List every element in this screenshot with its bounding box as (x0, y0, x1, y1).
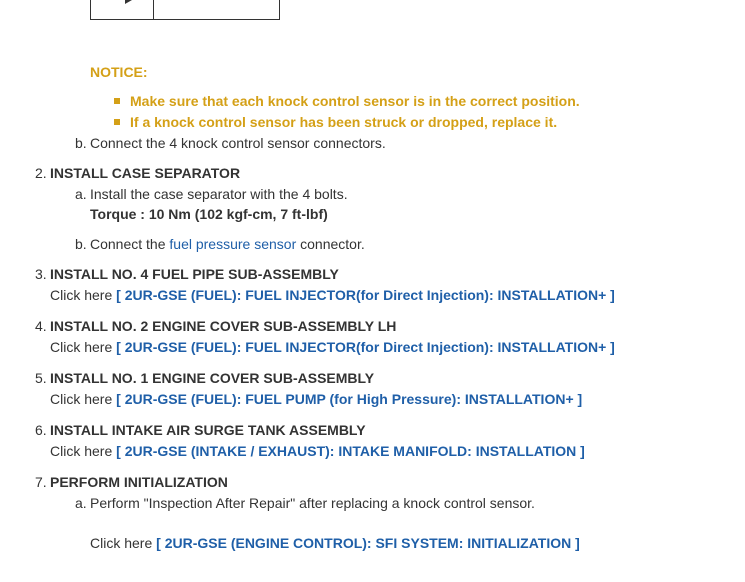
click-here-line (50, 339, 615, 355)
sub-step-marker: a. (75, 495, 87, 511)
notice-item: If a knock control sensor has been struck or dropped, replace it. (130, 114, 558, 130)
step-number: 4. (35, 318, 47, 334)
notice-title: NOTICE: (90, 64, 148, 80)
click-here-line (50, 443, 585, 459)
step-number: 7. (35, 474, 47, 490)
step-number: 5. (35, 370, 47, 386)
step-title: INSTALL NO. 1 ENGINE COVER SUB-ASSEMBLY (50, 370, 375, 386)
torque-spec: Torque : 10 Nm (102 kgf-cm, 7 ft-lbf) (90, 206, 328, 222)
click-here-text: Click here (50, 443, 117, 459)
step-number: 2. (35, 165, 47, 181)
click-here-line (50, 391, 582, 407)
bullet-square-icon (114, 119, 120, 125)
sub-step-marker: b. (75, 236, 87, 252)
step-title: PERFORM INITIALIZATION (50, 474, 228, 490)
step-title: INSTALL CASE SEPARATOR (50, 165, 241, 181)
table-divider (153, 0, 154, 19)
sub-step-prefix: Connect the (90, 236, 170, 252)
click-here-line (90, 535, 580, 551)
intake-manifold-installation-link[interactable]: [ 2UR-GSE (INTAKE / EXHAUST): INTAKE MANIFOLD: INSTALLATION ] (116, 443, 585, 459)
click-here-line (50, 287, 615, 303)
sub-step-text (90, 236, 365, 252)
fuel-injector-installation-link[interactable]: [ 2UR-GSE (FUEL): FUEL INJECTOR(for Direct Injection): INSTALLATION+ ] (116, 287, 615, 303)
sub-step-text: Connect the 4 knock control sensor connectors. (90, 135, 386, 151)
step-number: 3. (35, 266, 47, 282)
sfi-initialization-link[interactable]: [ 2UR-GSE (ENGINE CONTROL): SFI SYSTEM: INITIALIZATION ] (156, 535, 580, 551)
step-title: INSTALL INTAKE AIR SURGE TANK ASSEMBLY (50, 422, 366, 438)
sub-step-marker: b. (75, 135, 87, 151)
step-title: INSTALL NO. 2 ENGINE COVER SUB-ASSEMBLY LH (50, 318, 397, 334)
fuel-pressure-sensor-link[interactable]: fuel pressure sensor (169, 236, 297, 252)
notice-item: Make sure that each knock control sensor is in the correct position. (130, 93, 580, 109)
sub-step-suffix: connector. (296, 236, 365, 252)
sub-step-text: Perform "Inspection After Repair" after replacing a knock control sensor. (90, 495, 535, 511)
fuel-injector-installation-link[interactable]: [ 2UR-GSE (FUEL): FUEL INJECTOR(for Direct Injection): INSTALLATION+ ] (116, 339, 615, 355)
step-number: 6. (35, 422, 47, 438)
sub-step-text: Install the case separator with the 4 bolts. (90, 186, 348, 202)
sub-step-marker: a. (75, 186, 87, 202)
play-icon (125, 0, 132, 4)
illustration-table (90, 0, 280, 20)
click-here-text: Click here (50, 287, 117, 303)
step-title: INSTALL NO. 4 FUEL PIPE SUB-ASSEMBLY (50, 266, 339, 282)
fuel-pump-installation-link[interactable]: [ 2UR-GSE (FUEL): FUEL PUMP (for High Pressure): INSTALLATION+ ] (116, 391, 583, 407)
bullet-square-icon (114, 98, 120, 104)
click-here-text: Click here (50, 391, 117, 407)
click-here-text: Click here (50, 339, 117, 355)
click-here-text: Click here (90, 535, 157, 551)
